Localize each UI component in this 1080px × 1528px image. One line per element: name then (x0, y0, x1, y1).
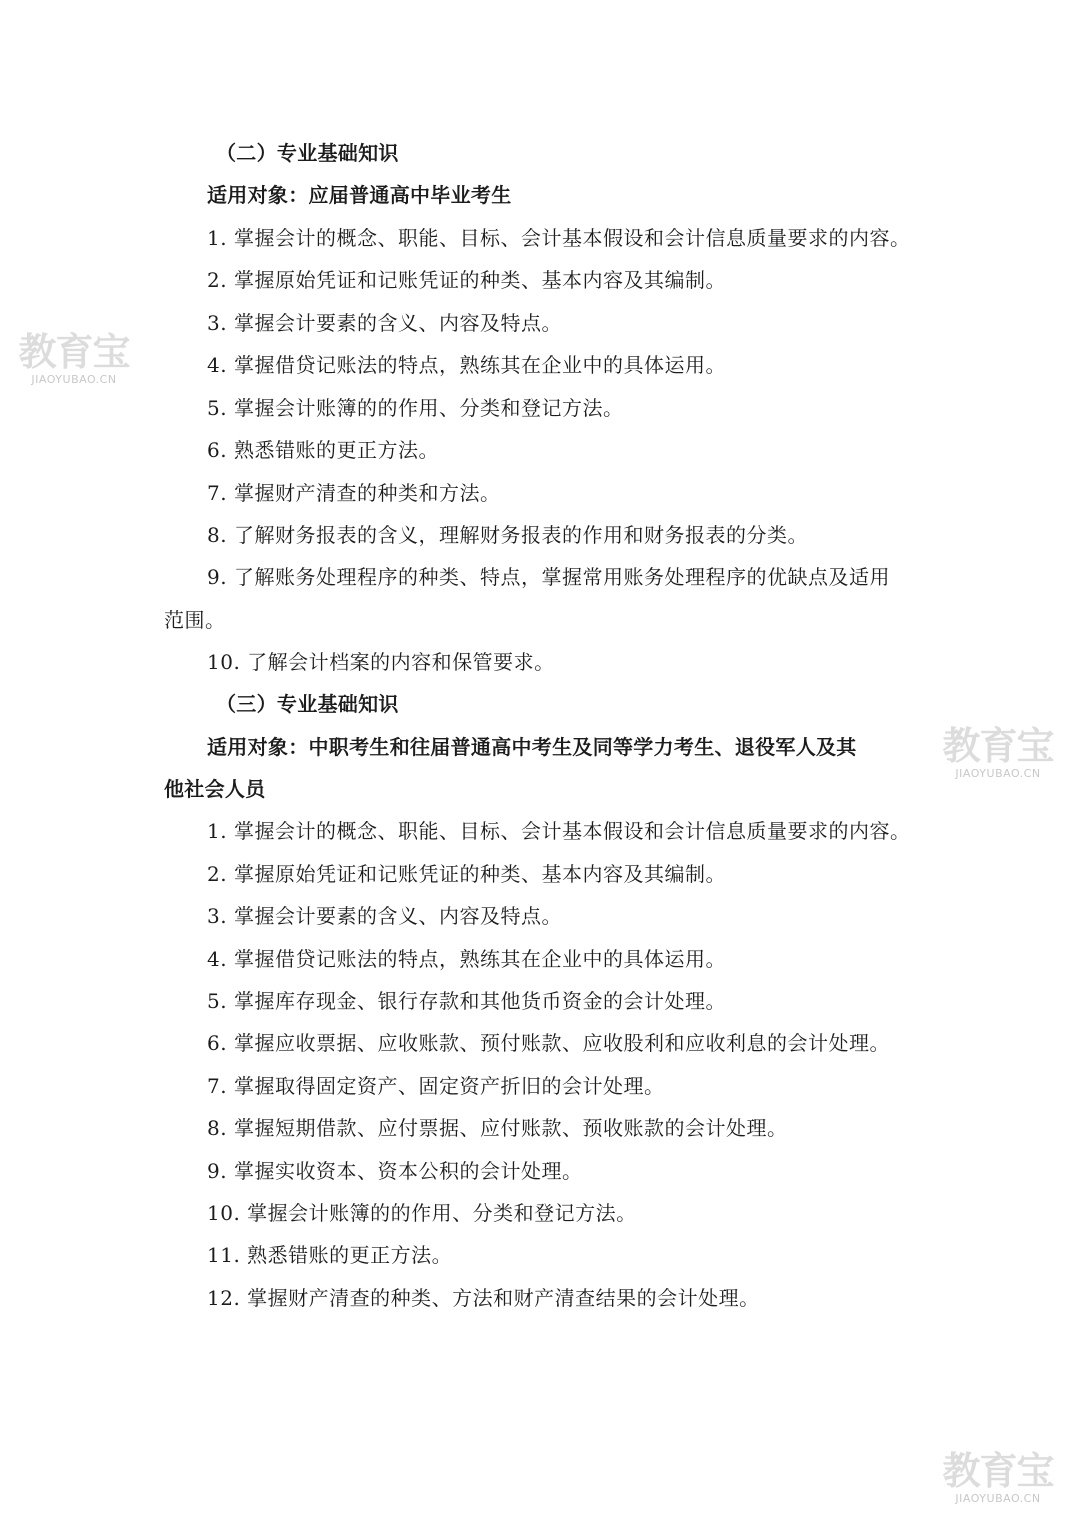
section-2-item: 7. 掌握财产清查的种类和方法。 (207, 481, 501, 505)
section-2-item: 8. 了解财务报表的含义，理解财务报表的作用和财务报表的分类。 (207, 523, 808, 547)
section-3-heading: （三）专业基础知识 (216, 692, 399, 716)
section-3-item: 4. 掌握借贷记账法的特点，熟练其在企业中的具体运用。 (207, 947, 726, 971)
watermark-logo-text: 教育宝 (942, 1449, 1054, 1493)
section-2-item: 4. 掌握借贷记账法的特点，熟练其在企业中的具体运用。 (207, 353, 726, 377)
section-3-item: 9. 掌握实收资本、资本公积的会计处理。 (207, 1159, 583, 1183)
watermark-logo-text: 教育宝 (18, 330, 130, 374)
section-2-heading: （二）专业基础知识 (216, 141, 399, 165)
section-2-item: 10. 了解会计档案的内容和保管要求。 (207, 650, 555, 674)
section-3-item: 3. 掌握会计要素的含义、内容及特点。 (207, 904, 562, 928)
section-2-item: 6. 熟悉错账的更正方法。 (207, 438, 439, 462)
section-2-item: 2. 掌握原始凭证和记账凭证的种类、基本内容及其编制。 (207, 268, 726, 292)
watermark-url: JIAOYUBAO.CN (955, 1492, 1041, 1505)
section-3-item: 8. 掌握短期借款、应付票据、应付账款、预收账款的会计处理。 (207, 1116, 788, 1140)
watermark-logo-text: 教育宝 (942, 724, 1054, 768)
watermark-logo (14, 330, 134, 386)
section-3-item: 7. 掌握取得固定资产、固定资产折旧的会计处理。 (207, 1074, 665, 1098)
section-3-item: 12. 掌握财产清查的种类、方法和财产清查结果的会计处理。 (207, 1286, 760, 1310)
section-3-item: 5. 掌握库存现金、银行存款和其他货币资金的会计处理。 (207, 989, 726, 1013)
section-3-item: 1. 掌握会计的概念、职能、目标、会计基本假设和会计信息质量要求的内容。 (207, 819, 911, 843)
watermark-url: JIAOYUBAO.CN (955, 767, 1041, 780)
section-3-item: 11. 熟悉错账的更正方法。 (207, 1243, 453, 1267)
section-3-item: 10. 掌握会计账簿的的作用、分类和登记方法。 (207, 1201, 637, 1225)
section-2-item: 3. 掌握会计要素的含义、内容及特点。 (207, 311, 562, 335)
section-2-item-continuation: 范围。 (164, 608, 226, 632)
watermark-url: JIAOYUBAO.CN (31, 373, 117, 386)
section-3-item: 6. 掌握应收票据、应收账款、预付账款、应收股利和应收利息的会计处理。 (207, 1031, 890, 1055)
section-3-audience-continuation: 他社会人员 (164, 777, 266, 801)
section-3-audience: 适用对象：中职考生和往届普通高中考生及同等学力考生、退役军人及其 (207, 735, 857, 759)
section-2-item: 9. 了解账务处理程序的种类、特点，掌握常用账务处理程序的优缺点及适用 (207, 565, 890, 589)
section-2-item: 5. 掌握会计账簿的的作用、分类和登记方法。 (207, 396, 624, 420)
section-2-audience: 适用对象：应届普通高中毕业考生 (207, 183, 512, 207)
watermark-logo (938, 1449, 1058, 1505)
section-2-item: 1. 掌握会计的概念、职能、目标、会计基本假设和会计信息质量要求的内容。 (207, 226, 911, 250)
watermark-logo (938, 724, 1058, 780)
section-3-item: 2. 掌握原始凭证和记账凭证的种类、基本内容及其编制。 (207, 862, 726, 886)
